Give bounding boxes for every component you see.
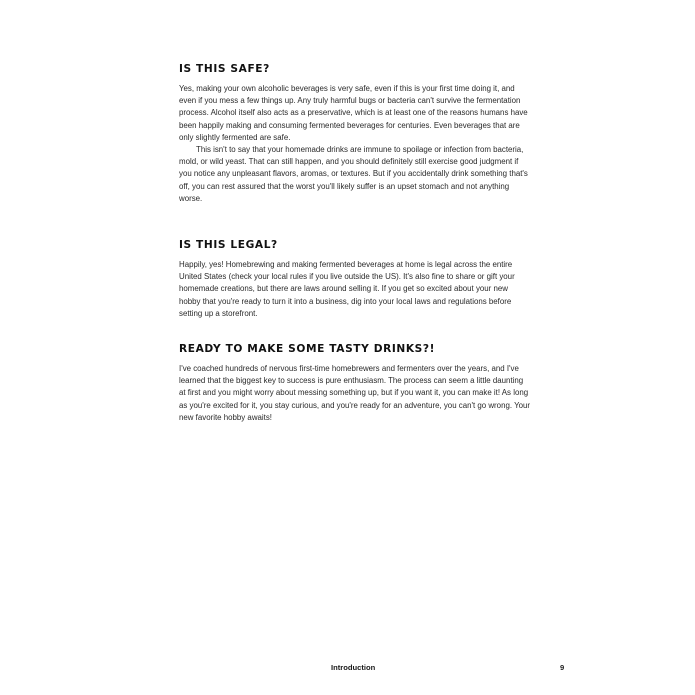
section-is-this-legal xyxy=(179,238,531,320)
footer-section-label: Introduction xyxy=(331,663,376,672)
section-is-this-safe xyxy=(179,62,531,205)
section-heading: IS THIS SAFE? xyxy=(179,63,270,75)
footer-page-number: 9 xyxy=(560,663,565,672)
paragraph: This isn't to say that your homemade drinks are immune to spoilage or infection from bacteria, mold, or wild yeast. That can still happen, and you should definitely still exercise good judgment if you notice any unpleasant flavors, aromas, or textures. But if you accidentally drink something that's off, you can rest assured that the worst you'll likely suffer is an upset stomach and not anything worse. xyxy=(179,145,528,203)
section-heading: IS THIS LEGAL? xyxy=(179,239,278,251)
paragraph: I've coached hundreds of nervous first-time homebrewers and fermenters over the years, and I've learned that the biggest key to success is pure enthusiasm. The process can seem a little daunting at first and you might worry about messing something up, but if you want it, you can make it! As long as you're excited for it, you stay curious, and you're ready for an adventure, you can't go wrong. Your new favorite hobby awaits! xyxy=(179,364,531,422)
section-heading: READY TO MAKE SOME TASTY DRINKS?! xyxy=(179,343,436,355)
paragraph: Happily, yes! Homebrewing and making fermented beverages at home is legal across the entire United States (check your local rules if you live outside the US). It's also fine to share or gift your homemade creations, but there are laws around selling it. If you get so excited about your new hobby that you're ready to turn it into a business, dig into your local laws and regulations before setting up a storefront. xyxy=(179,260,515,318)
paragraph: Yes, making your own alcoholic beverages is very safe, even if this is your first time doing it, and even if you mess a few things up. Any truly harmful bugs or bacteria can't survive the fermentation process. Alcohol itself also acts as a preservative, which is at least one of the reasons humans have been happily making and consuming fermented beverages for centuries. Even beverages that are only slightly fermented are safe. xyxy=(179,84,528,142)
section-ready-to-make-drinks xyxy=(179,342,531,424)
